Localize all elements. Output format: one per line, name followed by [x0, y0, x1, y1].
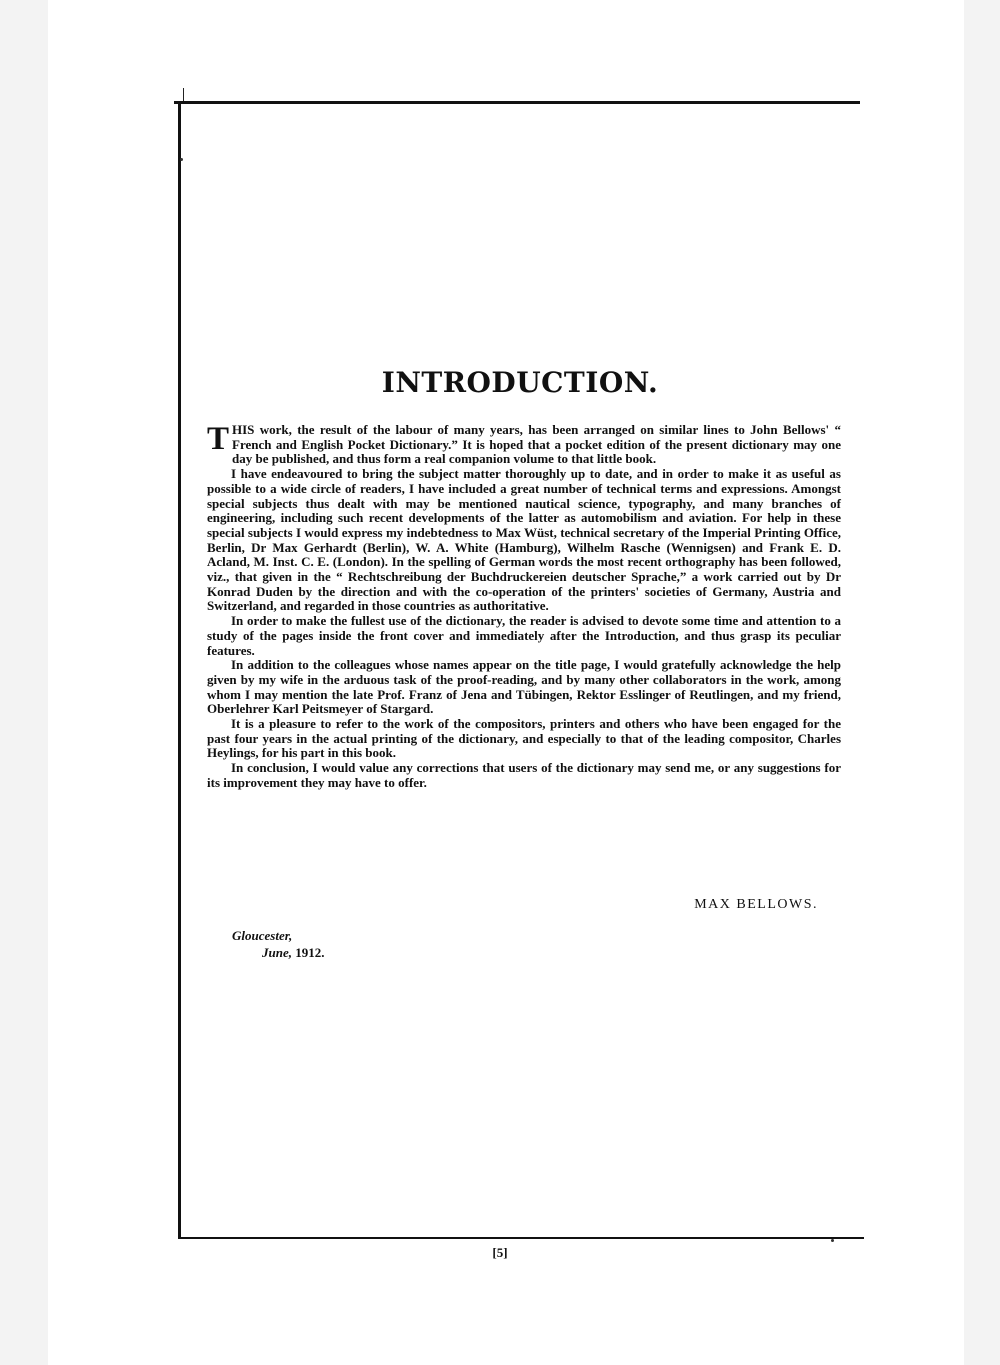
paragraph: I have endeavoured to bring the subject matter thoroughly up to date, and in order to make it as useful as possible to a wide circle of readers, I have included a great number of technical terms and expressions. Amongst special subjects thus dealt with may be mentioned nautical science, typography, and many branches of engineering, including such recent developments of the latter as automobilism and aviation. For help in these special subjects I would express my indebtedness to Max Wüst, technical secretary of the Imperial Printing Office, Berlin, Dr Max Gerhardt (Berlin), W. A. White (Hamburg), Wilhelm Rasche (Wennigsen) and Frank E. D. Acland, M. Inst. C. E. (London). In the spelling of German words the most recent orthography has been followed, viz., that given in the “ Rechtschreibung der Buchdruckereien deutscher Sprache,” a work carried out by Dr Konrad Duden by the direction and with the co-operation of the printers' societies of Germany, Austria and Switzerland, and regarded in those countries as authoritative. — [207, 466, 841, 614]
date-month: June, — [262, 945, 292, 960]
author-signature: MAX BELLOWS. — [694, 897, 818, 912]
paragraph: In addition to the colleagues whose names appear on the title page, I would gratefully acknowledge the help given by my wife in the arduous task of the proof-reading, and by many other collaborators in the work, among whom I may mention the late Prof. Franz of Jena and Tübingen, Rektor Esslinger of Reutlingen, and my friend, Oberlehrer Karl Peitsmeyer of Stargard. — [207, 657, 841, 717]
paragraph — [207, 423, 841, 467]
left-border-rule — [178, 101, 181, 1239]
scan-margin-right — [964, 0, 1000, 1365]
date-line — [262, 945, 324, 961]
page-number: [5] — [492, 1245, 508, 1260]
page-title: INTRODUCTION. — [381, 366, 659, 399]
date-year: 1912. — [295, 945, 325, 960]
speck-mark — [831, 1239, 834, 1242]
speck-mark — [180, 158, 183, 161]
drop-cap: T — [207, 421, 230, 457]
introduction-body — [207, 423, 841, 791]
paragraph: It is a pleasure to refer to the work of the compositors, printers and others who have been engaged for the past four years in the actual printing of the dictionary, and especially to that of the leading compositor, Charles Heylings, for his part in this book. — [207, 716, 841, 761]
top-border-rule — [174, 101, 860, 104]
paragraph: In conclusion, I would value any corrections that users of the dictionary may send me, or any suggestions for its improvement they may have to offer. — [207, 760, 841, 790]
scan-margin-left — [0, 0, 48, 1365]
place-line: Gloucester, — [232, 928, 293, 943]
paragraph: In order to make the fullest use of the dictionary, the reader is advised to devote some time and attention to a study of the pages inside the front cover and immediately after the Introduction, and thus grasp its peculiar features. — [207, 613, 841, 658]
bottom-border-rule — [178, 1237, 864, 1239]
paragraph-text: HIS work, the result of the labour of many years, has been arranged on similar lines to John Bellows' “ French and English Pocket Dictionary.” It is hoped that a pocket edition of the present dictionary may one day be published, and thus form a real companion volume to that little book. — [232, 422, 841, 467]
